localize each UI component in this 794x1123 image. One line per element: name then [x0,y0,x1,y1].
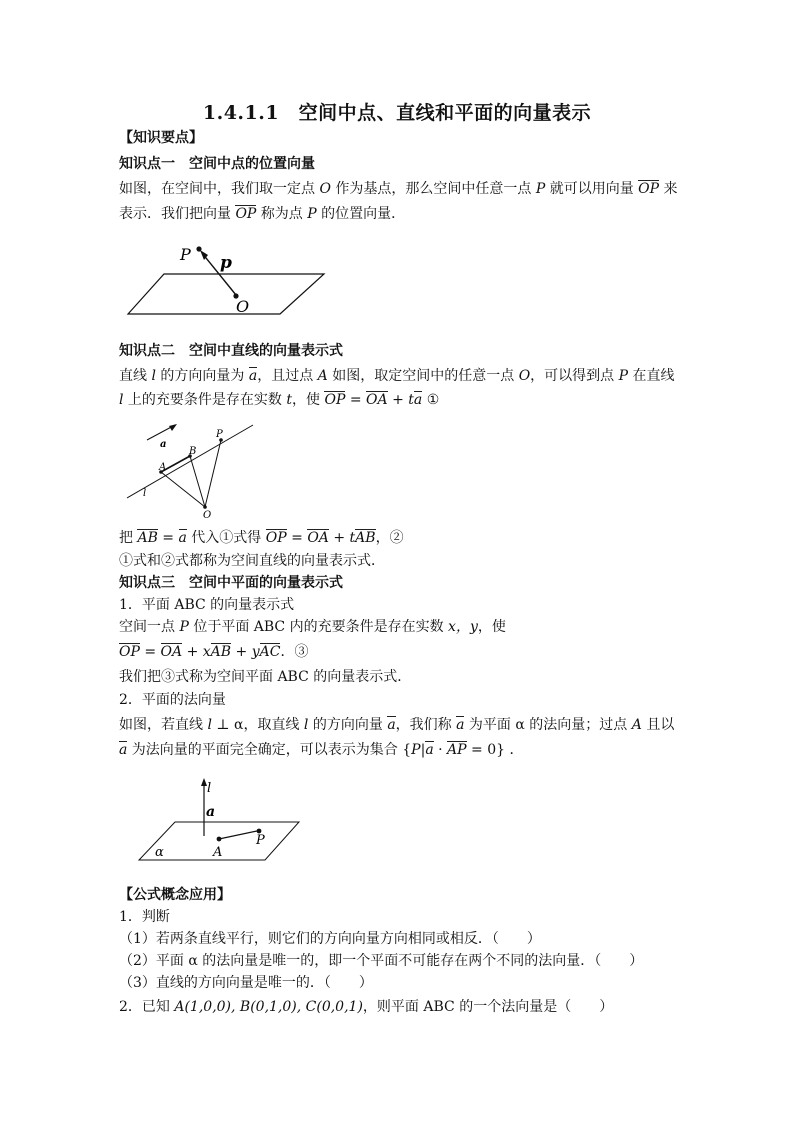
label-l: l [143,488,147,499]
label-l: l [207,781,212,796]
kp2-substitution: 把 AB = a 代入①式得 OP = OA + tAB，② [119,530,404,546]
q2-stem: 2．已知 A(1,0,0), B(0,1,0), C(0,0,1)，则平面 ABC 的一个法向量是（ ） [119,999,614,1015]
label-P: P [180,245,191,264]
label-alpha: α [155,845,164,860]
vector-a: a [248,368,258,384]
kp2-line2: l 上的充要条件是存在实数 t，使 OP = OA + ta ① [119,392,440,408]
vector-OP: OP [235,206,257,222]
point-A-dot [217,837,222,842]
kp2-heading: 知识点二 空间中直线的向量表示式 [119,343,343,359]
kp1-line1: 如图，在空间中，我们取一定点 O 作为基点，那么空间中任意一点 P 就可以用向量 OP 来 [119,181,678,197]
kp3-sub2-line2: a 为法向量的平面完全确定，可以表示为集合 {P|a · AP = 0} ． [119,742,524,758]
q1-item-1: （1）若两条直线平行，则它们的方向向量方向相同或相反．（ ） [119,931,541,947]
point-P-dot [196,246,201,251]
label-a: a [160,439,167,450]
label-P: P [256,833,265,848]
kp3-sub1-summary: 我们把③式称为空间平面 ABC 的向量表示式． [119,669,412,685]
label-O: O [236,297,250,316]
plane-shape [128,274,324,314]
kp3-sub1-heading: 1．平面 ABC 的向量表示式 [119,597,295,613]
label-O: O [203,510,212,520]
segment-OA [161,472,205,507]
kp3-sub2-heading: 2．平面的法向量 [119,692,226,708]
vector-AP [219,831,257,839]
section-apply-heading: 【公式概念应用】 [119,887,231,903]
page-title: 1.4.1.1 空间中点、直线和平面的向量表示 [202,102,592,124]
label-a: a [206,804,216,820]
kp3-formula: OP = OA + xAB + yAC．③ [119,644,309,660]
figure-normal-vector [135,776,305,866]
kp1-line2: 表示．我们把向量 OP 称为点 P 的位置向量． [119,206,406,222]
kp1-heading: 知识点一 空间中点的位置向量 [119,156,315,172]
q1-stem: 1．判断 [119,909,170,925]
q1-item-2: （2）平面 α 的法向量是唯一的，即一个平面不可能存在两个不同的法向量．（ ） [119,953,644,969]
kp2-summary: ①式和②式都称为空间直线的向量表示式． [119,553,385,569]
kp3-heading: 知识点三 空间中平面的向量表示式 [119,575,343,591]
figure-line-vector [125,420,260,520]
segment-OB [190,456,205,507]
label-B: B [189,446,197,457]
kp3-sub1-line: 空间一点 P 位于平面 ABC 内的充要条件是存在实数 x，y，使 [119,619,506,635]
label-P: P [216,429,223,440]
segment-OP [205,440,221,507]
label-A: A [213,845,223,860]
figure-position-vector [120,238,335,318]
section-knowledge-heading: 【知识要点】 [119,130,203,146]
kp3-sub2-line1: 如图，若直线 l ⊥ α，取直线 l 的方向向量 a，我们称 a 为平面 α 的法向量；过点 A 且以 [119,717,675,733]
label-p: p [220,253,232,273]
q1-item-3: （3）直线的方向向量是唯一的．（ ） [119,975,373,991]
label-A: A [159,462,167,473]
vector-OP: OP [638,181,660,197]
kp2-line1: 直线 l 的方向向量为 a，且过点 A 如图，取定空间中的任意一点 O，可以得到点 P 在直线 [119,368,675,384]
